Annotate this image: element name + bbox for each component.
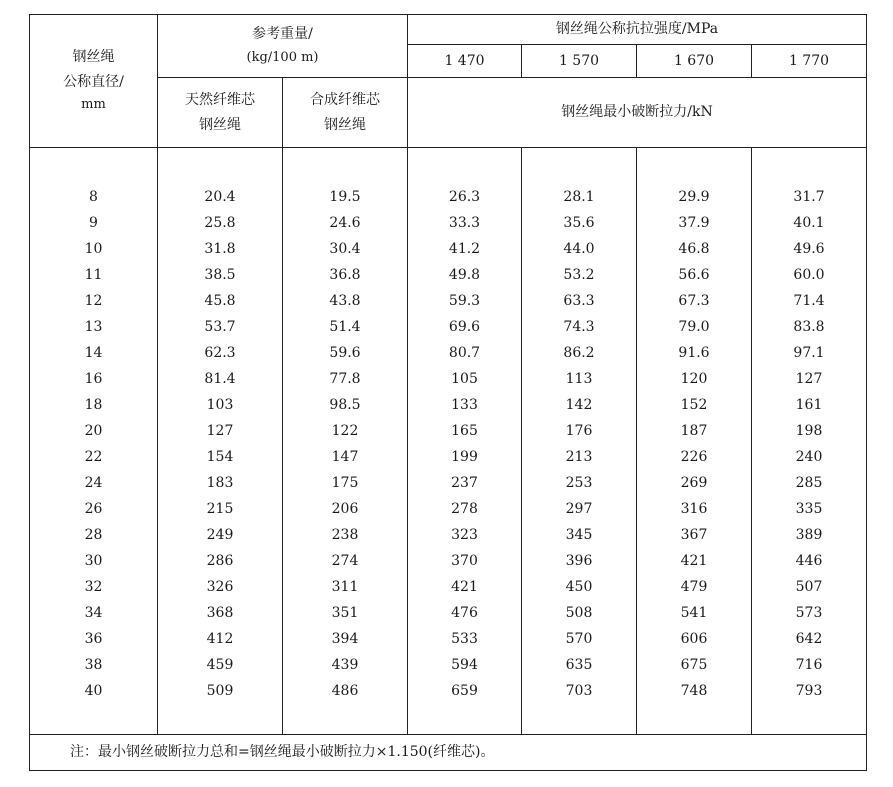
table-cell: 105 bbox=[451, 371, 478, 388]
table-cell: 11 bbox=[84, 267, 103, 284]
table-cell: 13 bbox=[84, 319, 103, 336]
header-diameter-line-2: 公称直径/ bbox=[63, 73, 124, 90]
table-cell: 71.4 bbox=[793, 293, 825, 310]
table-cell: 335 bbox=[795, 501, 823, 518]
header-grade-1670: 1 670 bbox=[637, 45, 752, 78]
table-cell: 91.6 bbox=[678, 345, 710, 362]
table-cell: 29.9 bbox=[678, 189, 710, 206]
header-weight-natural-line-2: 钢丝绳 bbox=[199, 116, 241, 133]
table-cell: 43.8 bbox=[329, 293, 361, 310]
table-cell: 97.1 bbox=[793, 345, 825, 362]
header-strength-group: 钢丝绳公称抗拉强度/MPa bbox=[408, 15, 867, 45]
table-cell: 40.1 bbox=[793, 215, 825, 232]
table-cell: 74.3 bbox=[563, 319, 595, 336]
header-diameter bbox=[30, 15, 158, 148]
table-cell: 421 bbox=[680, 553, 708, 570]
table-cell: 316 bbox=[680, 501, 708, 518]
table-cell: 508 bbox=[565, 605, 593, 622]
table-cell: 368 bbox=[206, 605, 234, 622]
table-cell: 113 bbox=[565, 371, 593, 388]
header-diameter-line-3: mm bbox=[81, 97, 106, 113]
table-cell: 98.5 bbox=[329, 397, 361, 414]
table-cell: 206 bbox=[331, 501, 359, 518]
table-cell: 541 bbox=[680, 605, 708, 622]
table-cell: 8 bbox=[89, 189, 98, 206]
table-cell: 297 bbox=[565, 501, 593, 518]
header-weight-line-2: (kg/100 m) bbox=[246, 49, 319, 65]
table-cell: 486 bbox=[331, 683, 359, 700]
table-cell: 24 bbox=[84, 475, 103, 492]
table-cell: 215 bbox=[206, 501, 234, 518]
table-cell: 46.8 bbox=[678, 241, 710, 258]
table-cell: 31.7 bbox=[793, 189, 825, 206]
table-cell: 147 bbox=[331, 449, 359, 466]
table-cell: 351 bbox=[331, 605, 359, 622]
table-cell: 175 bbox=[331, 475, 359, 492]
table-cell: 37.9 bbox=[678, 215, 710, 232]
header-weight-natural bbox=[158, 78, 283, 148]
table-cell: 38.5 bbox=[204, 267, 236, 284]
table-cell: 103 bbox=[206, 397, 234, 414]
table-cell: 32 bbox=[84, 579, 103, 596]
table-cell: 142 bbox=[565, 397, 593, 414]
table-cell: 26.3 bbox=[448, 189, 481, 206]
table-cell: 22 bbox=[84, 449, 103, 466]
table-cell: 20.4 bbox=[204, 189, 236, 206]
table-cell: 26 bbox=[84, 501, 103, 518]
table-cell: 213 bbox=[565, 449, 593, 466]
table-cell: 446 bbox=[795, 553, 823, 570]
table-cell: 154 bbox=[206, 449, 234, 466]
table-cell: 41.2 bbox=[448, 241, 481, 258]
table-cell: 421 bbox=[451, 579, 478, 596]
table-cell: 16 bbox=[84, 371, 103, 388]
table-cell: 25.8 bbox=[204, 215, 236, 232]
table-cell: 24.6 bbox=[329, 215, 361, 232]
table-cell: 59.6 bbox=[329, 345, 361, 362]
table-cell: 237 bbox=[451, 475, 478, 492]
table-cell: 412 bbox=[206, 631, 234, 648]
table-cell: 573 bbox=[795, 605, 823, 622]
table-cell: 748 bbox=[680, 683, 708, 700]
table-cell: 49.6 bbox=[793, 241, 825, 258]
table-cell: 36.8 bbox=[329, 267, 361, 284]
table-cell: 44.0 bbox=[563, 241, 595, 258]
column-weight-natural bbox=[158, 148, 283, 735]
header-grade-1770: 1 770 bbox=[752, 45, 867, 78]
table-cell: 198 bbox=[795, 423, 823, 440]
table-cell: 49.8 bbox=[448, 267, 481, 284]
table-cell: 127 bbox=[206, 423, 234, 440]
header-grade-1570: 1 570 bbox=[522, 45, 637, 78]
table-cell: 69.6 bbox=[448, 319, 481, 336]
header-weight-synthetic bbox=[283, 78, 408, 148]
table-cell: 199 bbox=[451, 449, 478, 466]
table-cell: 345 bbox=[565, 527, 593, 544]
column-force-1570 bbox=[522, 148, 637, 735]
table-cell: 31.8 bbox=[204, 241, 236, 258]
table-cell: 152 bbox=[680, 397, 708, 414]
table-cell: 67.3 bbox=[678, 293, 710, 310]
table-cell: 459 bbox=[206, 657, 234, 674]
table-cell: 269 bbox=[680, 475, 708, 492]
table-cell: 133 bbox=[451, 397, 478, 414]
table-cell: 81.4 bbox=[204, 371, 236, 388]
table-cell: 20 bbox=[84, 423, 103, 440]
table-cell: 187 bbox=[680, 423, 708, 440]
table-cell: 33.3 bbox=[448, 215, 481, 232]
table-cell: 285 bbox=[795, 475, 823, 492]
table-cell: 793 bbox=[795, 683, 823, 700]
table-cell: 127 bbox=[795, 371, 823, 388]
table-cell: 450 bbox=[565, 579, 593, 596]
table-cell: 594 bbox=[451, 657, 478, 674]
table-cell: 18 bbox=[84, 397, 103, 414]
table-cell: 367 bbox=[680, 527, 708, 544]
table-cell: 30.4 bbox=[329, 241, 361, 258]
table-cell: 122 bbox=[331, 423, 359, 440]
table-cell: 659 bbox=[451, 683, 478, 700]
column-force-1470 bbox=[408, 148, 522, 735]
table-cell: 479 bbox=[680, 579, 708, 596]
table-cell: 476 bbox=[451, 605, 478, 622]
table-cell: 326 bbox=[206, 579, 234, 596]
table-cell: 60.0 bbox=[793, 267, 825, 284]
table-cell: 394 bbox=[331, 631, 359, 648]
table-cell: 509 bbox=[206, 683, 234, 700]
table-cell: 36 bbox=[84, 631, 103, 648]
table-cell: 79.0 bbox=[678, 319, 710, 336]
table-cell: 606 bbox=[680, 631, 708, 648]
table-cell: 570 bbox=[565, 631, 593, 648]
table-note: 注：最小钢丝破断拉力总和=钢丝绳最小破断拉力×1.150(纤维芯)。 bbox=[30, 734, 867, 770]
table-cell: 34 bbox=[84, 605, 103, 622]
table-cell: 323 bbox=[451, 527, 478, 544]
header-weight-natural-line-1: 天然纤维芯 bbox=[185, 92, 255, 109]
table-cell: 28.1 bbox=[563, 189, 595, 206]
table-cell: 278 bbox=[451, 501, 478, 518]
header-weight-group bbox=[158, 15, 408, 78]
table-cell: 240 bbox=[795, 449, 823, 466]
table-cell: 703 bbox=[565, 683, 593, 700]
table-cell: 183 bbox=[206, 475, 234, 492]
header-force-label: 钢丝绳最小破断拉力/kN bbox=[408, 78, 867, 148]
column-force-1770 bbox=[752, 148, 867, 735]
table-cell: 12 bbox=[84, 293, 103, 310]
table-cell: 253 bbox=[565, 475, 593, 492]
table-cell: 56.6 bbox=[678, 267, 710, 284]
table-cell: 165 bbox=[451, 423, 478, 440]
table-cell: 35.6 bbox=[563, 215, 595, 232]
table-cell: 120 bbox=[680, 371, 708, 388]
table-cell: 226 bbox=[680, 449, 708, 466]
table-cell: 83.8 bbox=[793, 319, 825, 336]
table-cell: 53.2 bbox=[563, 267, 595, 284]
table-cell: 716 bbox=[795, 657, 823, 674]
table-cell: 238 bbox=[331, 527, 359, 544]
table-cell: 176 bbox=[565, 423, 593, 440]
table-cell: 63.3 bbox=[563, 293, 595, 310]
table-cell: 62.3 bbox=[204, 345, 236, 362]
column-diameter bbox=[30, 148, 158, 735]
table-cell: 370 bbox=[451, 553, 478, 570]
table-cell: 389 bbox=[795, 527, 823, 544]
table-cell: 439 bbox=[331, 657, 359, 674]
table-cell: 635 bbox=[565, 657, 593, 674]
table-cell: 28 bbox=[84, 527, 103, 544]
table-cell: 30 bbox=[84, 553, 103, 570]
table-cell: 59.3 bbox=[448, 293, 481, 310]
table-cell: 51.4 bbox=[329, 319, 361, 336]
table-cell: 53.7 bbox=[204, 319, 236, 336]
table-cell: 19.5 bbox=[329, 189, 361, 206]
table-cell: 38 bbox=[84, 657, 103, 674]
header-grade-1470: 1 470 bbox=[408, 45, 522, 78]
table-cell: 533 bbox=[451, 631, 478, 648]
table-cell: 286 bbox=[206, 553, 234, 570]
table-cell: 10 bbox=[84, 241, 103, 258]
table-cell: 274 bbox=[331, 553, 359, 570]
header-weight-synthetic-line-2: 钢丝绳 bbox=[324, 116, 366, 133]
header-weight-synthetic-line-1: 合成纤维芯 bbox=[310, 92, 380, 109]
table-cell: 311 bbox=[331, 579, 359, 596]
column-force-1670 bbox=[637, 148, 752, 735]
table-cell: 249 bbox=[206, 527, 234, 544]
header-diameter-line-1: 钢丝绳 bbox=[72, 49, 115, 66]
table-cell: 77.8 bbox=[329, 371, 361, 388]
table-cell: 675 bbox=[680, 657, 708, 674]
table-cell: 396 bbox=[565, 553, 593, 570]
header-weight-line-1: 参考重量/ bbox=[252, 26, 313, 43]
table-cell: 45.8 bbox=[204, 293, 236, 310]
table-cell: 40 bbox=[84, 683, 103, 700]
column-weight-synthetic bbox=[283, 148, 408, 735]
table-cell: 14 bbox=[84, 345, 103, 362]
rope-strength-table bbox=[29, 14, 867, 771]
table-cell: 507 bbox=[795, 579, 823, 596]
table-cell: 86.2 bbox=[563, 345, 595, 362]
table-cell: 642 bbox=[795, 631, 823, 648]
table-cell: 161 bbox=[795, 397, 823, 414]
table-cell: 80.7 bbox=[448, 345, 481, 362]
table-cell: 9 bbox=[89, 215, 98, 232]
